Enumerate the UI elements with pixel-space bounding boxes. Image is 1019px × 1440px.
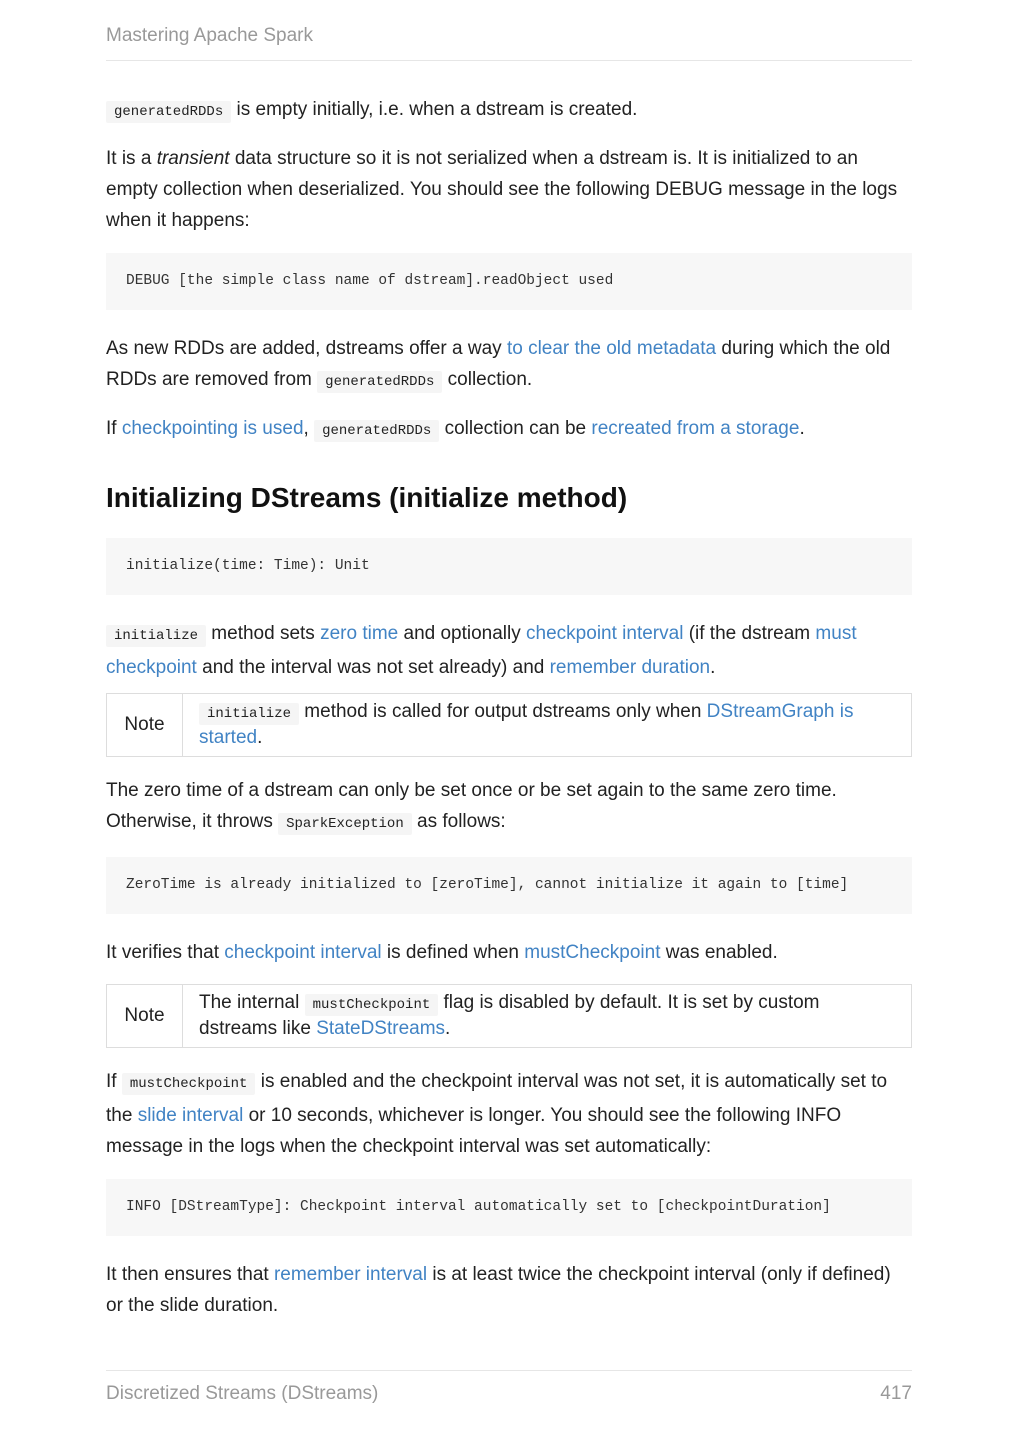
note-box: [106, 693, 912, 757]
note-body: The internal mustCheckpoint flag is disabled by default. It is set by custom dstreams like StateDStreams.: [199, 992, 820, 1039]
code-block-zerotime-exception: ZeroTime is already initialized to [zeroTime], cannot initialize it again to [time]: [106, 857, 912, 914]
paragraph-clear-metadata: As new RDDs are added, dstreams offer a way to clear the old metadata during which the old RDDs are removed from generatedRDDs collection.: [106, 333, 912, 398]
header-divider: [106, 60, 912, 61]
note-label: Note: [107, 985, 183, 1047]
emphasis-transient: transient: [156, 148, 230, 169]
inline-code: initialize: [199, 703, 299, 725]
link-checkpointing-is-used[interactable]: checkpointing is used: [121, 418, 304, 439]
code-block-info-message: INFO [DStreamType]: Checkpoint interval automatically set to [checkpointDuration]: [106, 1179, 912, 1236]
paragraph-initialize-method: initialize method sets zero time and optionally checkpoint interval (if the dstream must checkpoint and the interval was not set already) and remember duration.: [106, 623, 857, 678]
section-heading: Initializing DStreams (initialize method): [106, 482, 628, 513]
running-header: Mastering Apache Spark: [106, 25, 314, 46]
note-box: [106, 984, 912, 1048]
link-remember-interval[interactable]: remember interval: [273, 1264, 428, 1285]
link-checkpoint-interval[interactable]: checkpoint interval: [224, 942, 382, 963]
page-content: [106, 94, 912, 1321]
link-recreated-from-storage[interactable]: recreated from a storage: [591, 418, 800, 439]
inline-code: generatedRDDs: [317, 371, 442, 393]
paragraph-transient: It is a transient data structure so it is not serialized when a dstream is. It is initialized to an empty collection when deserialized. You should see the following DEBUG message in the logs when it happens:: [106, 148, 898, 231]
link-remember-duration[interactable]: remember duration: [549, 657, 711, 678]
link-checkpoint-interval[interactable]: checkpoint interval: [526, 623, 684, 644]
link-clear-old-metadata[interactable]: to clear the old metadata: [506, 338, 717, 359]
inline-code: generatedRDDs: [314, 420, 439, 442]
link-must-checkpoint[interactable]: must checkpoint: [106, 623, 857, 678]
paragraph-remember-interval: It then ensures that remember interval is at least twice the checkpoint interval (only if defined) or the slide duration.: [106, 1264, 891, 1316]
inline-code: mustCheckpoint: [305, 994, 439, 1016]
paragraph-auto-checkpoint: If mustCheckpoint is enabled and the checkpoint interval was not set, it is automatically set to the slide interval or 10 seconds, whichever is longer. You should see the following INFO message in the logs when the checkpoint interval was set automatically:: [106, 1071, 888, 1157]
note-body: initialize method is called for output dstreams only when DStreamGraph is started.: [199, 701, 854, 748]
inline-code: mustCheckpoint: [122, 1073, 256, 1095]
inline-code: SparkException: [278, 813, 412, 835]
note-label: Note: [107, 694, 183, 756]
paragraph-generated-rdds-empty: generatedRDDs is empty initially, i.e. when a dstream is created.: [106, 94, 912, 128]
paragraph-verifies-checkpoint: It verifies that checkpoint interval is defined when mustCheckpoint was enabled.: [106, 942, 778, 963]
inline-code: initialize: [106, 625, 206, 647]
footer-divider: [106, 1370, 912, 1371]
inline-code: generatedRDDs: [106, 101, 231, 123]
link-zero-time[interactable]: zero time: [320, 623, 399, 644]
paragraph-zero-time: The zero time of a dstream can only be set once or be set again to the same zero time. Otherwise, it throws SparkException as follows:: [106, 775, 912, 840]
page-number: 417: [880, 1383, 912, 1404]
link-must-checkpoint-flag[interactable]: mustCheckpoint: [524, 942, 661, 963]
link-dstreamgraph-started[interactable]: DStreamGraph is started: [199, 701, 854, 748]
code-block-initialize-signature: initialize(time: Time): Unit: [106, 538, 912, 595]
code-block-debug: DEBUG [the simple class name of dstream].readObject used: [106, 253, 912, 310]
paragraph-checkpointing: If checkpointing is used, generatedRDDs collection can be recreated from a storage.: [106, 413, 912, 447]
link-state-dstreams[interactable]: StateDStreams: [316, 1018, 446, 1039]
footer-chapter-title: Discretized Streams (DStreams): [106, 1383, 379, 1404]
link-slide-interval[interactable]: slide interval: [137, 1105, 244, 1126]
